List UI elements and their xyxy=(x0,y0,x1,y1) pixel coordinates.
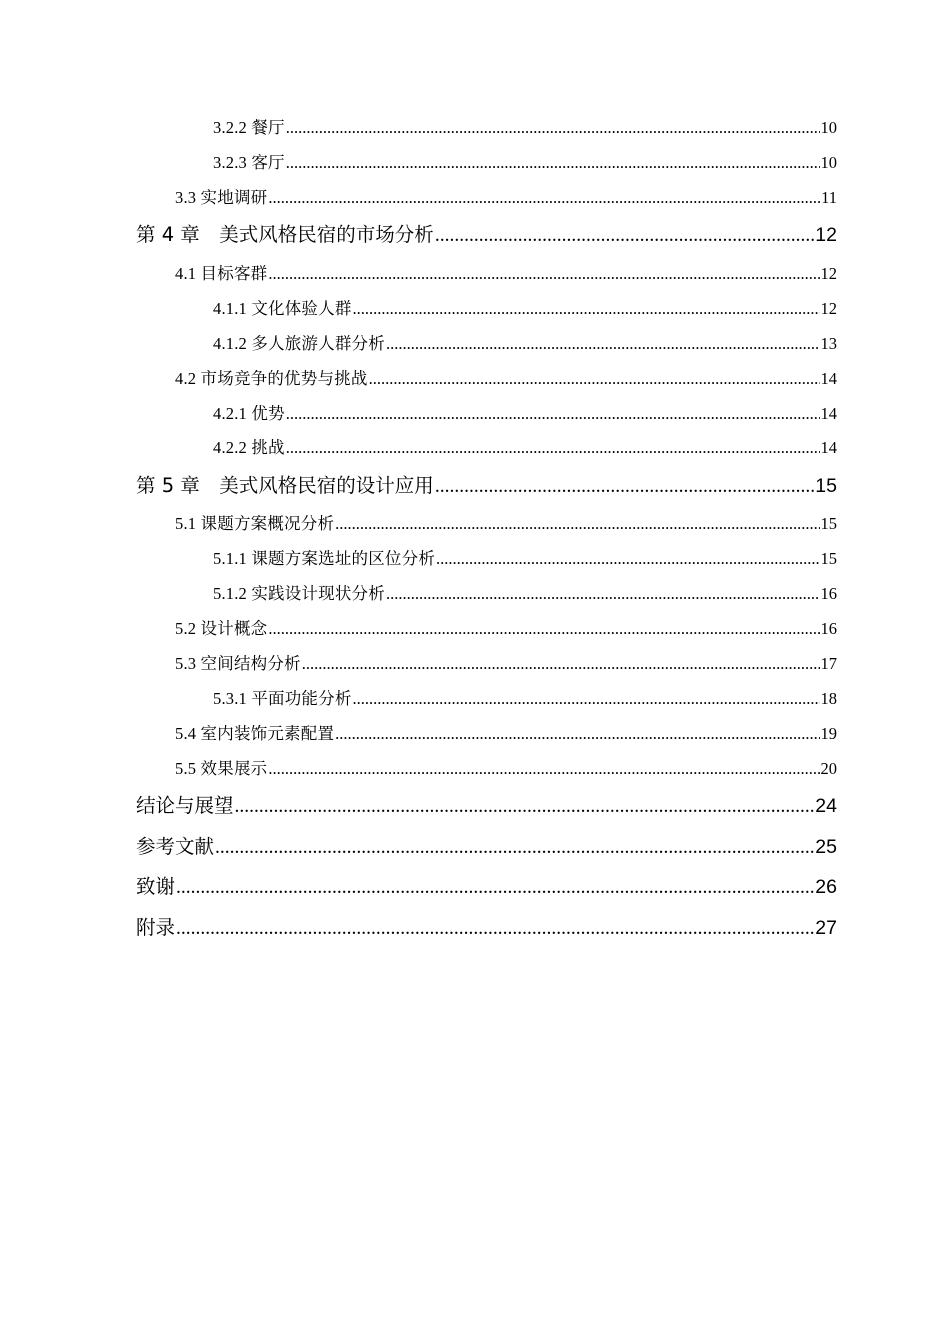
toc-page-number: 20 xyxy=(820,759,837,778)
toc-page-number: 14 xyxy=(820,404,837,423)
toc-entry-3-2-3[interactable] xyxy=(213,149,837,171)
toc-page-number: 12 xyxy=(820,264,837,283)
toc-entry-5-4[interactable] xyxy=(175,720,837,742)
toc-entry-5-1-2[interactable] xyxy=(213,580,837,602)
toc-entry-conclusion[interactable] xyxy=(136,790,837,816)
toc-dot-leader xyxy=(286,118,820,138)
toc-entry-4-1[interactable] xyxy=(175,260,837,282)
toc-page-number: 26 xyxy=(815,876,837,898)
toc-dot-leader xyxy=(386,334,820,354)
toc-entry-chapter-4[interactable] xyxy=(136,219,837,245)
toc-entry-3-3[interactable] xyxy=(175,184,837,206)
toc-entry-5-2[interactable] xyxy=(175,615,837,637)
toc-page-number: 18 xyxy=(820,689,837,708)
toc-entry-title: 4.1 目标客群 xyxy=(175,264,268,283)
toc-dot-leader xyxy=(353,299,820,319)
toc-entry-title: 3.2.2 餐厅 xyxy=(213,118,285,137)
toc-dot-leader xyxy=(335,514,819,534)
toc-entry-title: 5.3 空间结构分析 xyxy=(175,654,301,673)
toc-entry-title: 4.1.1 文化体验人群 xyxy=(213,299,352,318)
toc-page-number: 16 xyxy=(820,584,837,603)
toc-entry-5-1[interactable] xyxy=(175,510,837,532)
toc-dot-leader xyxy=(435,225,814,247)
toc-entry-4-2[interactable] xyxy=(175,365,837,387)
toc-page-number: 15 xyxy=(815,475,837,497)
toc-dot-leader xyxy=(286,153,820,173)
toc-dot-leader xyxy=(435,476,814,498)
toc-entry-4-2-2[interactable] xyxy=(213,434,837,456)
toc-entry-5-1-1[interactable] xyxy=(213,545,837,567)
toc-entry-title: 5.2 设计概念 xyxy=(175,619,268,638)
toc-dot-leader xyxy=(268,619,819,639)
toc-entry-acknowledgements[interactable] xyxy=(136,871,837,897)
toc-entry-4-2-1[interactable] xyxy=(213,400,837,422)
toc-page-number: 15 xyxy=(820,549,837,568)
toc-dot-leader xyxy=(235,796,815,818)
toc-entry-title: 5.1 课题方案概况分析 xyxy=(175,514,335,533)
toc-entry-5-5[interactable] xyxy=(175,755,837,777)
toc-page-number: 19 xyxy=(820,724,837,743)
toc-page-number: 12 xyxy=(815,224,837,246)
toc-entry-title: 5.1.1 课题方案选址的区位分析 xyxy=(213,549,436,568)
toc-page-number: 25 xyxy=(815,836,837,858)
toc-page-number: 12 xyxy=(820,299,837,318)
toc-dot-leader xyxy=(335,724,819,744)
toc-dot-leader xyxy=(268,759,819,779)
toc-page-number: 10 xyxy=(820,118,837,137)
toc-entry-chapter-5[interactable] xyxy=(136,470,837,496)
toc-dot-leader xyxy=(215,837,814,859)
toc-page-number: 11 xyxy=(821,188,837,207)
toc-dot-leader xyxy=(268,264,819,284)
toc-entry-title: 5.5 效果展示 xyxy=(175,759,268,778)
toc-entry-title: 5.4 室内装饰元素配置 xyxy=(175,724,335,743)
toc-page-number: 15 xyxy=(820,514,837,533)
toc-dot-leader xyxy=(353,689,820,709)
toc-entry-title: 4.2.2 挑战 xyxy=(213,438,285,457)
toc-page-number: 17 xyxy=(820,654,837,673)
toc-entry-4-1-1[interactable] xyxy=(213,295,837,317)
toc-page-number: 24 xyxy=(815,795,837,817)
toc-entry-title: 第 5 章 美式风格民宿的设计应用 xyxy=(136,474,434,497)
toc-entry-title: 参考文献 xyxy=(136,835,215,858)
toc-entry-title: 附录 xyxy=(136,916,176,939)
toc-dot-leader xyxy=(176,877,814,899)
toc-page-number: 14 xyxy=(820,369,837,388)
toc-dot-leader xyxy=(176,918,814,940)
toc-entry-3-2-2[interactable] xyxy=(213,114,837,136)
toc-entry-title: 5.1.2 实践设计现状分析 xyxy=(213,584,385,603)
toc-dot-leader xyxy=(268,188,820,208)
toc-page-number: 14 xyxy=(820,438,837,457)
toc-page-number: 10 xyxy=(820,153,837,172)
toc-entry-4-1-2[interactable] xyxy=(213,330,837,352)
toc-entry-title: 第 4 章 美式风格民宿的市场分析 xyxy=(136,223,434,246)
toc-page-number: 27 xyxy=(815,917,837,939)
toc-dot-leader xyxy=(286,438,820,458)
toc-entry-title: 4.1.2 多人旅游人群分析 xyxy=(213,334,385,353)
toc-entry-title: 3.3 实地调研 xyxy=(175,188,268,207)
toc-page-number: 13 xyxy=(820,334,837,353)
toc-dot-leader xyxy=(302,654,820,674)
toc-entry-title: 结论与展望 xyxy=(136,794,234,817)
toc-page-number: 16 xyxy=(820,619,837,638)
toc-entry-title: 致谢 xyxy=(136,875,176,898)
toc-entry-5-3[interactable] xyxy=(175,650,837,672)
toc-entry-title: 4.2.1 优势 xyxy=(213,404,285,423)
toc-entry-title: 4.2 市场竞争的优势与挑战 xyxy=(175,369,368,388)
toc-entry-title: 5.3.1 平面功能分析 xyxy=(213,689,352,708)
toc-entry-5-3-1[interactable] xyxy=(213,685,837,707)
toc-entry-references[interactable] xyxy=(136,831,837,857)
toc-entry-appendix[interactable] xyxy=(136,912,837,938)
toc-dot-leader xyxy=(369,369,820,389)
toc-dot-leader xyxy=(286,404,820,424)
toc-entry-title: 3.2.3 客厅 xyxy=(213,153,285,172)
toc-dot-leader xyxy=(386,584,820,604)
toc-dot-leader xyxy=(436,549,819,569)
